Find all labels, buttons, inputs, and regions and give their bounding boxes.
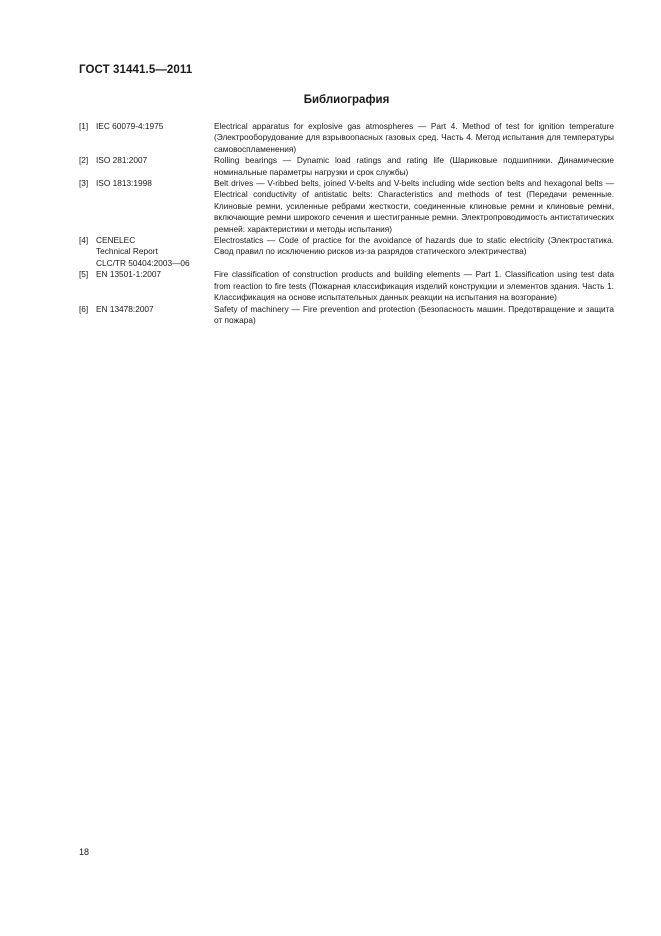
bibliography-entry-1 (79, 121, 614, 155)
entry-description: Safety of machinery — Fire prevention and protection (Безопасность машин. Предотвращение и защита от пожара) (214, 303, 614, 325)
document-code-header: ГОСТ 31441.5—2011 (79, 64, 193, 76)
entry-code-line: IEC 60079-4:1975 (96, 121, 164, 131)
bibliography-title: Библиография (303, 94, 390, 106)
entry-code-line: CENELEC (96, 235, 136, 246)
entry-number: [3] (79, 178, 89, 189)
entry-code-line: ISO 281:2007 (96, 155, 148, 166)
entry-code-line: Technical Report (96, 246, 158, 257)
entry-number: [6] (79, 303, 89, 314)
bibliography-entry-4 (79, 235, 614, 269)
entry-code (96, 121, 214, 155)
entry-description: Electrical apparatus for explosive gas atmospheres — Part 4. Method of test for ignition temperature (Электрооборудование для взрывоопасных газовых сред. Часть 4. Метод испытания для температуры самовоспламенения) (214, 121, 614, 154)
entry-code-line: CLC/TR 50404:2003—06 (96, 257, 190, 268)
entry-number: [2] (79, 155, 89, 166)
entry-number: [5] (79, 269, 89, 280)
bibliography-entry-3 (79, 178, 614, 235)
entry-description: Electrostatics — Code of practice for the avoidance of hazards due to static electricity (Электростатика. Свод правил по исключению рисков из-за разрядов статического электричества) (214, 235, 614, 257)
page-number: 18 (79, 847, 90, 857)
entry-code (96, 235, 214, 269)
entry-description: Fire classification of construction products and building elements — Part 1. Classification using test data from reaction to fire tests (Пожарная классификация изделий конструкции и элементов здания. Часть 1. Классификация на основе испытательных данных реакции на испытания на возгорание) (214, 269, 614, 303)
entry-number: [4] (79, 235, 89, 246)
entry-code (96, 178, 214, 235)
bibliography-list (79, 121, 614, 326)
bibliography-entry-2 (79, 155, 614, 178)
entry-code-line: ISO 1813:1998 (96, 178, 152, 189)
entry-code-line: EN 13501-1:2007 (96, 269, 162, 280)
bibliography-entry-6 (79, 304, 614, 327)
bibliography-entry-5 (79, 269, 614, 303)
entry-code (96, 269, 214, 303)
entry-description: Belt drives — V-ribbed belts, joined V-belts and V-belts including wide section belts and hexagonal belts — Electrical conductivity of antistatic belts: Characteristics and methods of test (Передачи ременные. Клиновые ремни, усиленные ребрами жесткости, соединенные клиновые ремни и клиновые ремни, включающие ремни широкого сечения и шестигранные ремни. Электропроводимость антистатических ремней: характеристики и методы испытания) (214, 178, 614, 234)
entry-code-line: EN 13478:2007 (96, 303, 154, 314)
entry-description: Rolling bearings — Dynamic load ratings and rating life (Шариковые подшипники. Динамические номинальные параметры нагрузки и срок службы) (214, 155, 614, 177)
entry-number: [1] (79, 121, 89, 131)
entry-code (96, 304, 214, 327)
entry-code (96, 155, 214, 178)
